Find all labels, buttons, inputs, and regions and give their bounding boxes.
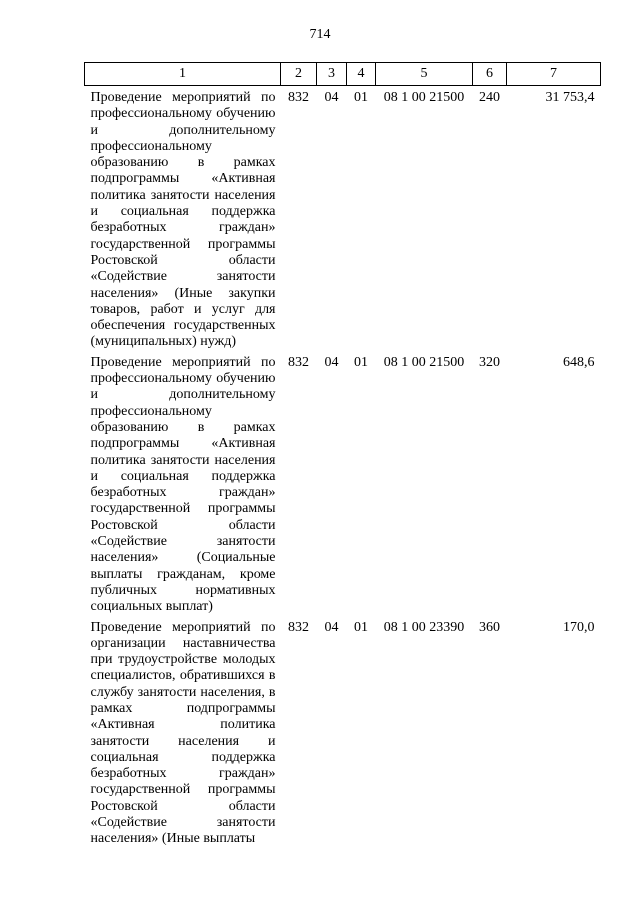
header-col-6: 6: [473, 63, 507, 86]
row-section-code: 04: [324, 354, 339, 370]
table-row: [85, 86, 601, 353]
row-ministry-code: 832: [288, 619, 309, 635]
row-description: Проведение мероприятий по организации наставничества при трудоустройстве молодых специалистов, обратившихся в службу занятости населения, в рамках подпрограммы «Активная политика занятости населения и социальная поддержка безработных граждан» государственной программы Ростовской области «Содействие занятости населения» (Иные выплаты: [90, 619, 276, 847]
row-subsection-code: 01: [354, 90, 368, 105]
table-header: [85, 63, 601, 86]
row-section-code: 04: [324, 619, 339, 635]
row-ministry-code: 832: [288, 90, 309, 105]
row-expense-type: 240: [479, 90, 500, 105]
page-number: 714: [309, 27, 331, 42]
row-amount: 170,0: [563, 619, 595, 635]
row-amount: 31 753,4: [545, 90, 595, 105]
row-target-article: 08 1 00 21500: [383, 90, 465, 105]
row-ministry-code: 832: [288, 354, 309, 370]
header-col-3: 3: [317, 63, 347, 86]
header-col-5: 5: [376, 63, 473, 86]
row-description: Проведение мероприятий по профессиональному обучению и дополнительному профессиональному образованию в рамках подпрограммы «Активная политика занятости населения и социальная поддержка безработных граждан» государственной программы Ростовской области «Содействие занятости населения» (Иные закупки товаров, работ и услуг для обеспечения государственных (муниципальных) нужд): [90, 90, 276, 350]
header-col-2: 2: [281, 63, 317, 86]
table-row: [85, 353, 601, 618]
row-target-article: 08 1 00 23390: [383, 619, 465, 635]
table-body: [85, 86, 601, 850]
table-row: [85, 618, 601, 850]
row-section-code: 04: [324, 90, 339, 105]
row-subsection-code: 01: [354, 619, 368, 635]
row-amount: 648,6: [563, 354, 595, 370]
row-description: Проведение мероприятий по профессиональному обучению и дополнительному профессиональному образованию в рамках подпрограммы «Активная политика занятости населения и социальная поддержка безработных граждан» государственной программы Ростовской области «Содействие занятости населения» (Социальные выплаты гражданам, кроме публичных нормативных социальных выплат): [90, 354, 276, 615]
row-target-article: 08 1 00 21500: [383, 354, 465, 370]
row-subsection-code: 01: [354, 354, 368, 370]
row-expense-type: 320: [479, 354, 500, 370]
header-col-7: 7: [507, 63, 601, 86]
row-expense-type: 360: [479, 619, 500, 635]
header-row: [85, 63, 601, 86]
header-col-1: 1: [85, 63, 281, 86]
budget-table: [84, 62, 601, 850]
header-col-4: 4: [347, 63, 376, 86]
